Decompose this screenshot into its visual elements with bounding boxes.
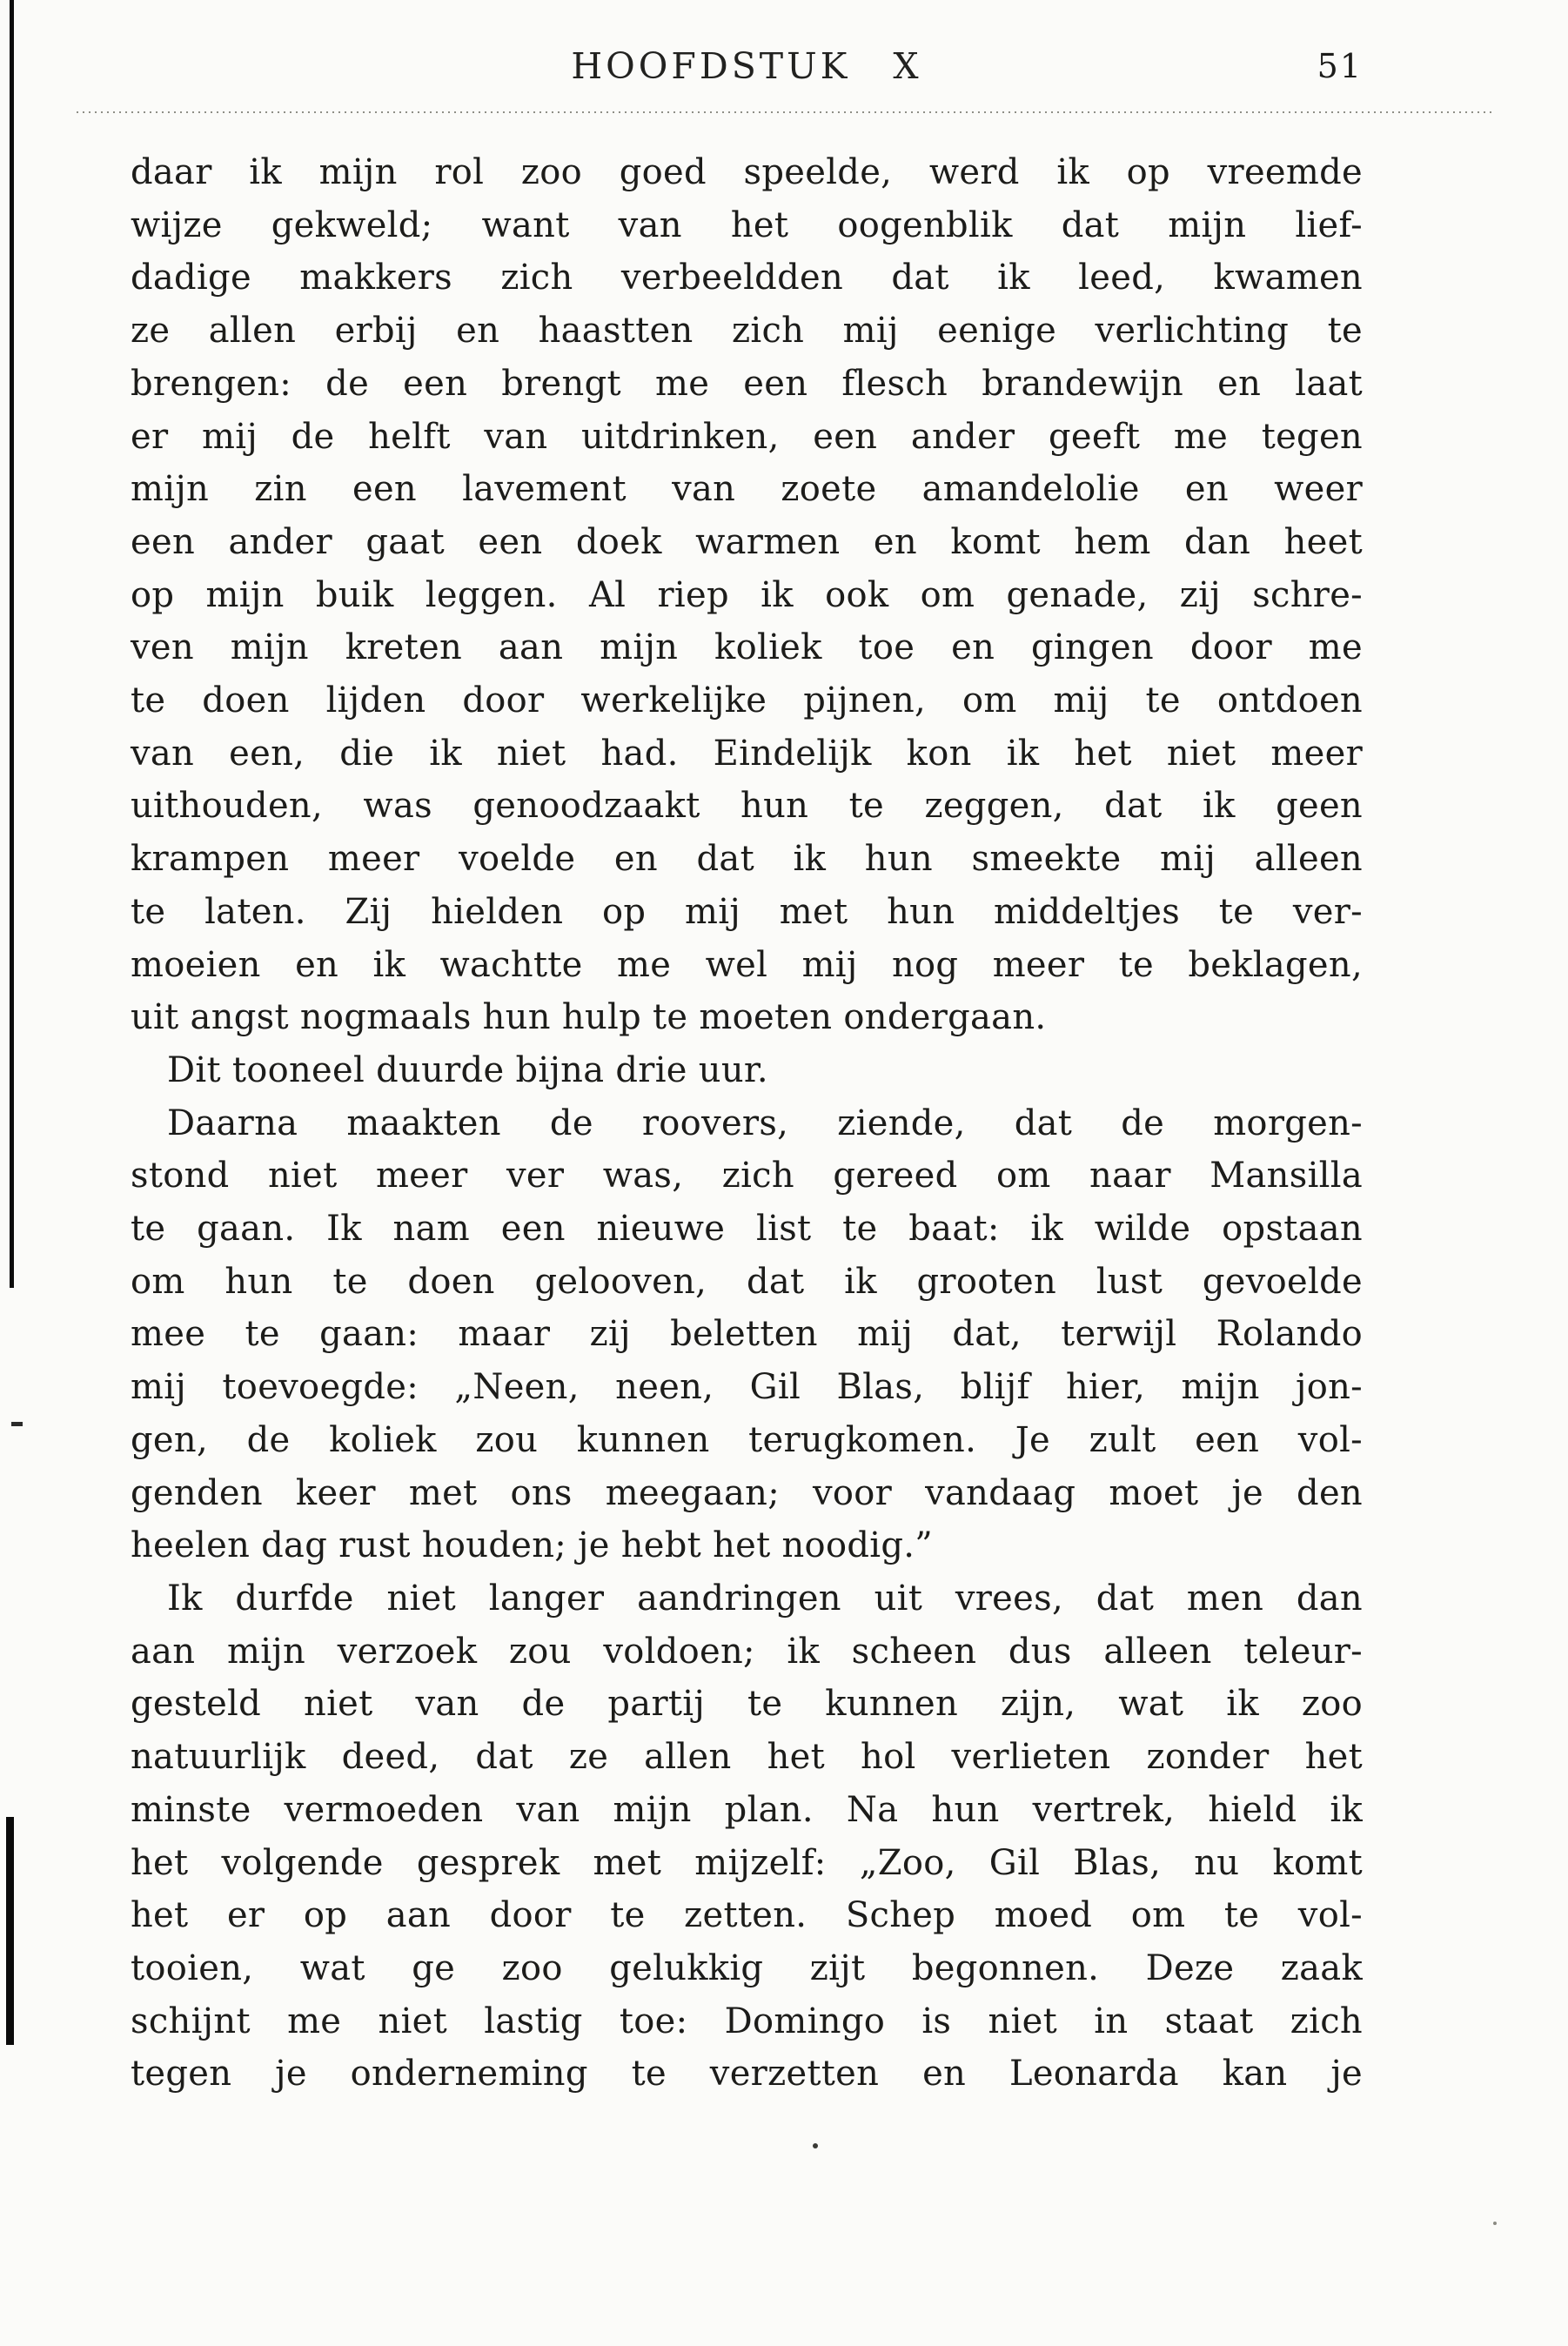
text-line: om hun te doen gelooven, dat ik grooten lust gevoelde <box>131 1261 1363 1302</box>
text-line: minste vermoeden van mijn plan. Na hun vertrek, hield ik <box>131 1789 1363 1830</box>
text-line: te gaan. Ik nam een nieuwe list te baat: ik wilde opstaan <box>131 1209 1363 1250</box>
body-text <box>131 146 1363 2101</box>
text-line: mij toevoegde: „Neen, neen, Gil Blas, blijf hier, mijn jon- <box>131 1367 1363 1408</box>
text-line: te laten. Zij hielden op mij met hun middeltjes te ver- <box>131 891 1363 932</box>
page-number: 51 <box>1317 47 1363 85</box>
scan-artifact-line-bottom <box>6 1817 14 2045</box>
text-line: genden keer met ons meegaan; voor vandaag moet je den <box>131 1472 1363 1513</box>
text-line: dadige makkers zich verbeeldden dat ik leed, kwamen <box>131 258 1363 298</box>
text-line: gesteld niet van de partij te kunnen zijn, wat ik zoo <box>131 1684 1363 1725</box>
chapter-title: HOOFDSTUK X <box>571 45 922 87</box>
text-line: natuurlijk deed, dat ze allen het hol verlieten zonder het <box>131 1737 1363 1778</box>
text-line: schijnt me niet lastig toe: Domingo is niet in staat zich <box>131 2001 1363 2041</box>
text-line: moeien en ik wachtte me wel mij nog meer te beklagen, <box>131 944 1363 985</box>
paragraph <box>131 1572 1363 2101</box>
text-line: te doen lijden door werkelijke pijnen, om mij te ontdoen <box>131 680 1363 721</box>
text-line: Dit tooneel duurde bijna drie uur. <box>167 1049 768 1090</box>
text-line: Ik durfde niet langer aandringen uit vrees, dat men dan <box>167 1578 1363 1619</box>
text-line: ze allen erbij en haastten zich mij eenige verlichting te <box>131 311 1363 352</box>
scan-artifact-line-top <box>10 0 14 1288</box>
text-line: gen, de koliek zou kunnen terugkomen. Je zult een vol- <box>131 1419 1363 1460</box>
paragraph <box>131 146 1363 1044</box>
page-header <box>131 45 1363 94</box>
text-line: aan mijn verzoek zou voldoen; ik scheen dus alleen teleur- <box>131 1631 1363 1672</box>
paragraph <box>131 1044 1363 1097</box>
text-line: van een, die ik niet had. Eindelijk kon ik het niet meer <box>131 733 1363 774</box>
text-line: mee te gaan: maar zij beletten mij dat, terwijl Rolando <box>131 1314 1363 1355</box>
text-line: een ander gaat een doek warmen en komt hem dan heet <box>131 521 1363 562</box>
text-line: het er op aan door te zetten. Schep moed om te vol- <box>131 1895 1363 1936</box>
text-line: wijze gekweld; want van het oogenblik dat mijn lief- <box>131 204 1363 245</box>
scan-artifact-tick <box>11 1422 23 1426</box>
text-line: krampen meer voelde en dat ik hun smeekte mij alleen <box>131 839 1363 880</box>
text-line: uit angst nogmaals hun hulp te moeten ondergaan. <box>131 997 1047 1038</box>
text-line: er mij de helft van uitdrinken, een ander geeft me tegen <box>131 416 1363 457</box>
text-line: brengen: de een brengt me een flesch brandewijn en laat <box>131 363 1363 404</box>
text-line: ven mijn kreten aan mijn koliek toe en gingen door me <box>131 627 1363 668</box>
scan-speck <box>813 2143 818 2148</box>
text-line: heelen dag rust houden; je hebt het noodig.” <box>131 1525 933 1566</box>
text-line: het volgende gesprek met mijzelf: „Zoo, Gil Blas, nu komt <box>131 1842 1363 1883</box>
text-line: mijn zin een lavement van zoete amandelolie en weer <box>131 469 1363 510</box>
text-line: op mijn buik leggen. Al riep ik ook om genade, zij schre- <box>131 574 1363 615</box>
paragraph <box>131 1097 1363 1572</box>
text-line: tegen je onderneming te verzetten en Leonarda kan je <box>131 2054 1363 2095</box>
text-line: stond niet meer ver was, zich gereed om naar Mansilla <box>131 1156 1363 1196</box>
scan-speck <box>1493 2222 1497 2225</box>
text-line: uithouden, was genoodzaakt hun te zeggen, dat ik geen <box>131 786 1363 827</box>
text-line: tooien, wat ge zoo gelukkig zijt begonnen. Deze zaak <box>131 1947 1363 1988</box>
text-line: daar ik mijn rol zoo goed speelde, werd ik op vreemde <box>131 152 1363 192</box>
text-line: Daarna maakten de roovers, ziende, dat de morgen- <box>167 1103 1363 1143</box>
header-divider <box>77 111 1493 113</box>
